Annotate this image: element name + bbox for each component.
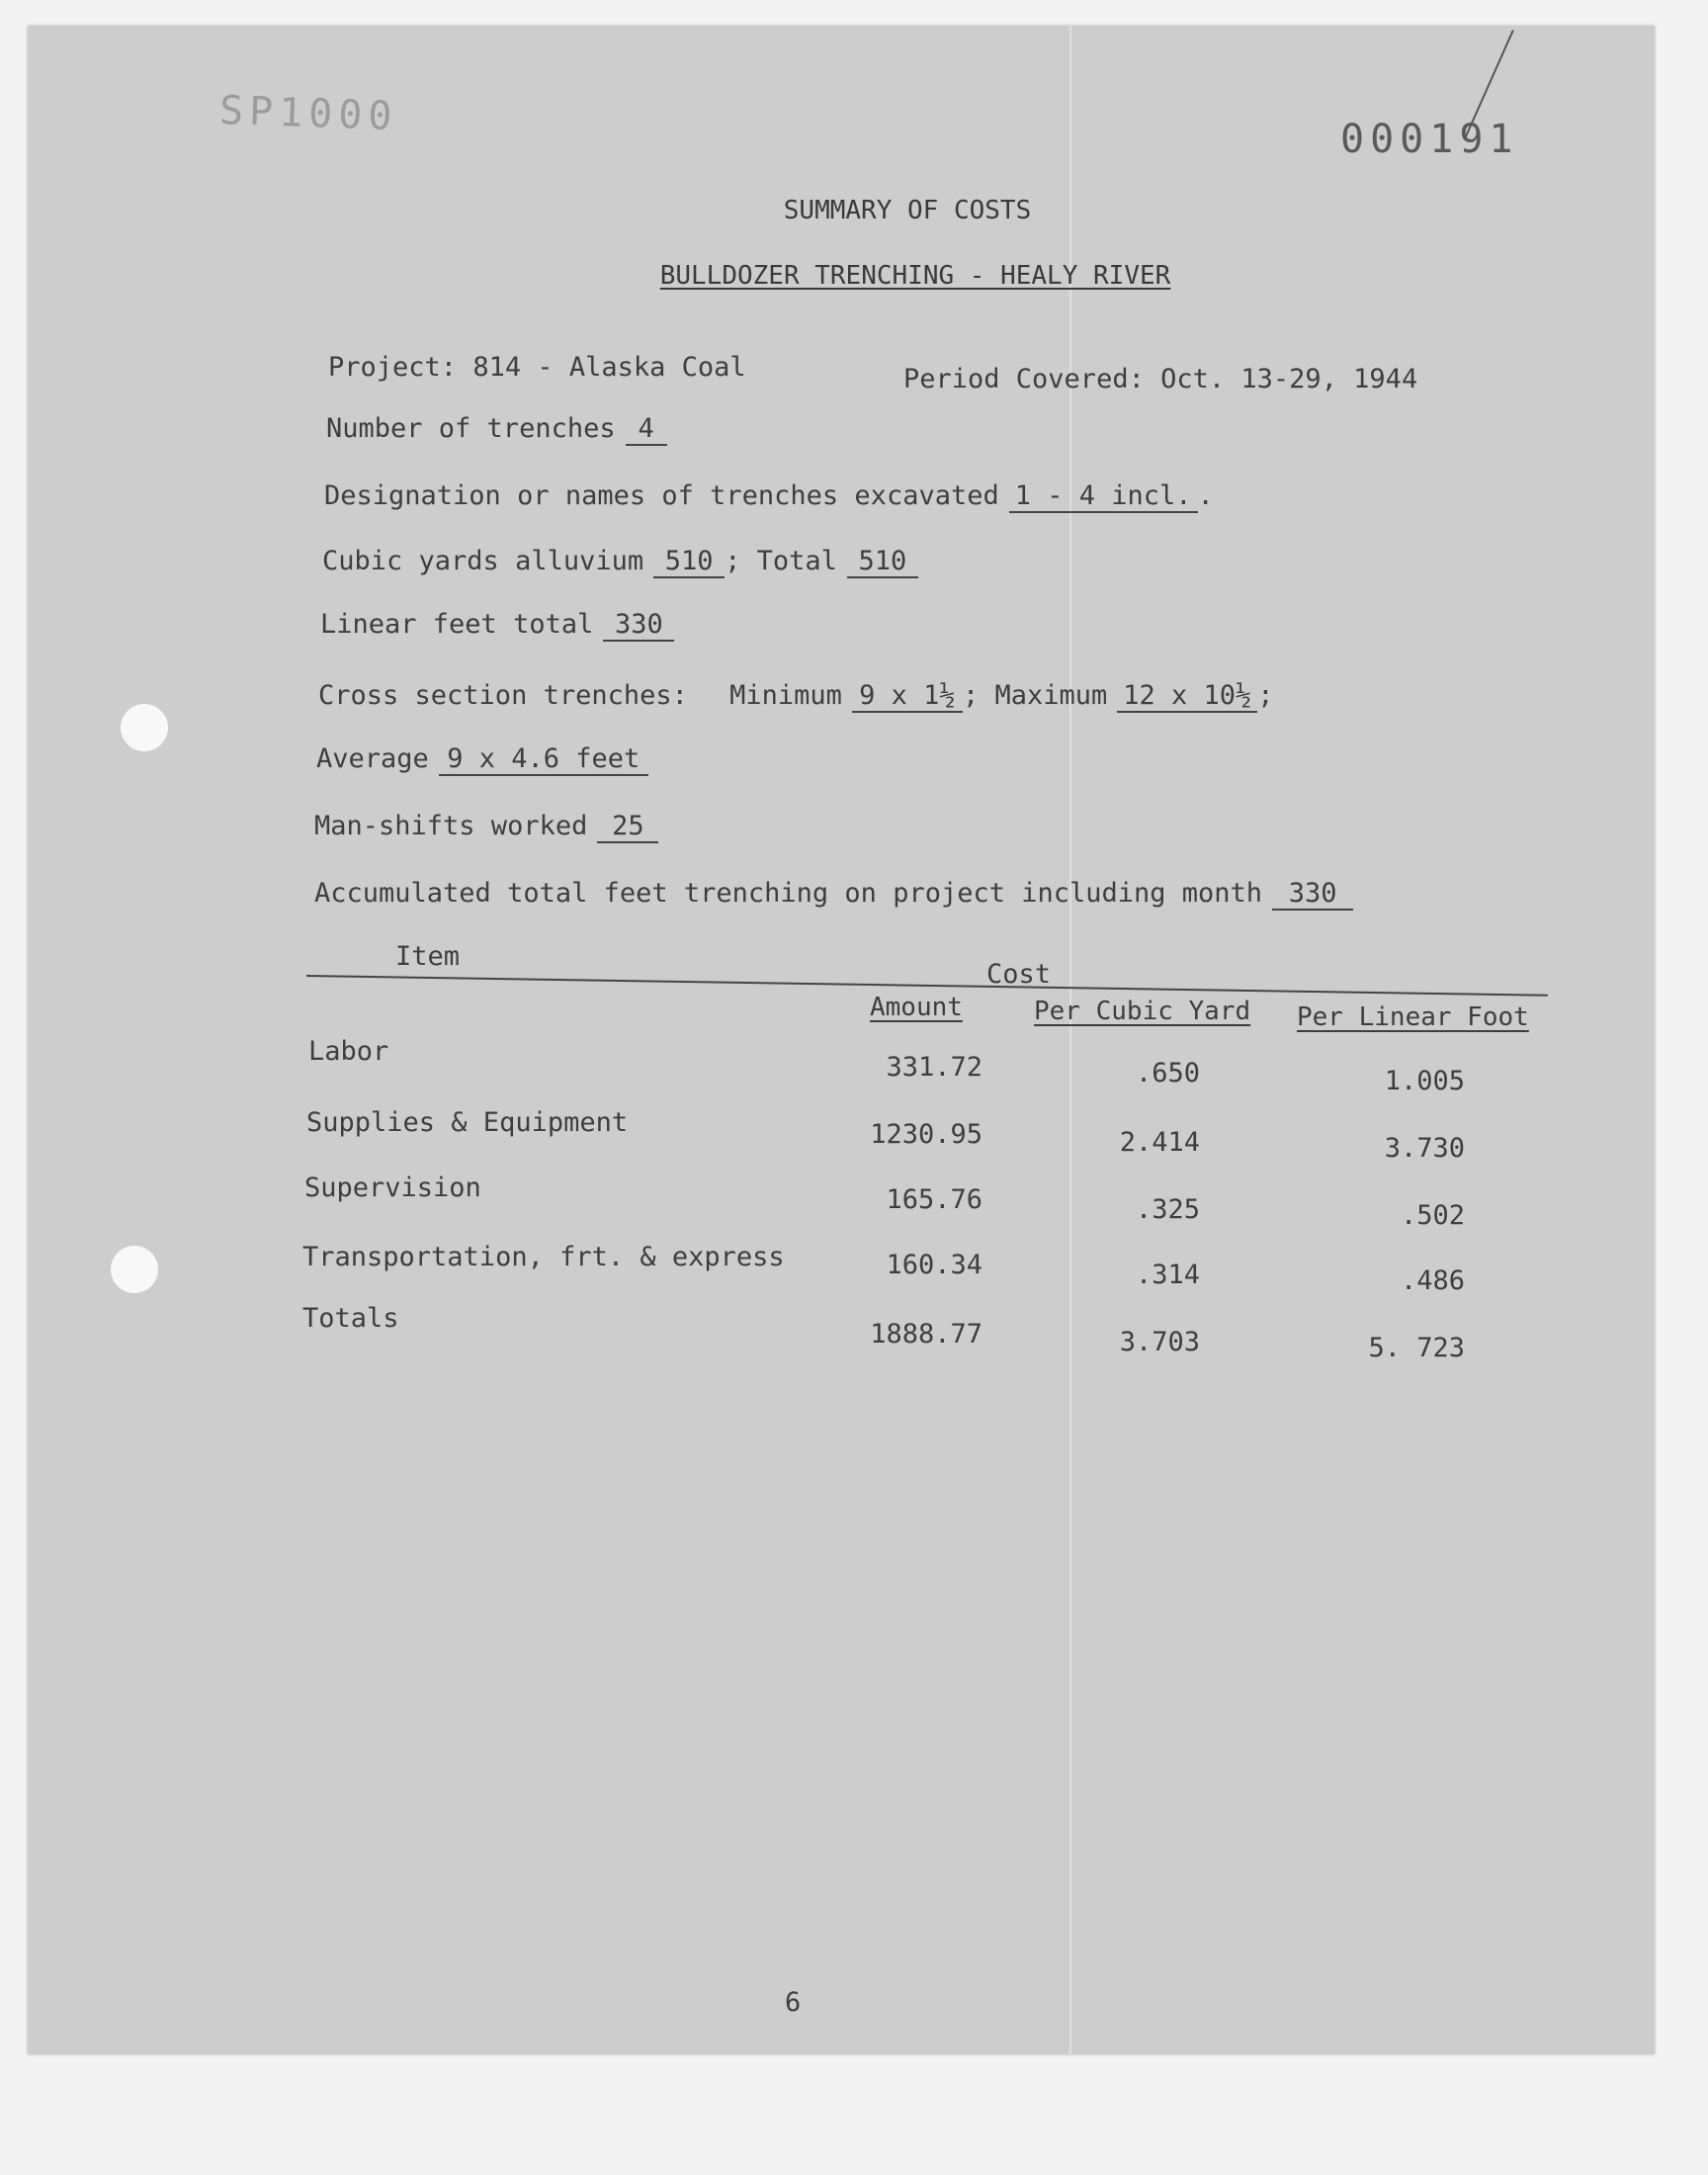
row-item: Supplies & Equipment <box>306 1107 629 1138</box>
row-item: Labor <box>308 1036 389 1067</box>
trenches-label: Number of trenches <box>326 413 616 444</box>
row-amount: 1230.95 <box>870 1119 982 1150</box>
designation-value: 1 - 4 incl. <box>1009 480 1198 513</box>
average-label: Average <box>316 743 429 774</box>
trenches-line <box>326 413 667 446</box>
cross-section-line: Cross section trenches: Minimum 9 x 1½ ; Maximum 12 x 10½ ; <box>318 680 1274 711</box>
linear-feet-line <box>320 609 674 642</box>
document-subtitle: BULLDOZER TRENCHING - HEALY RIVER <box>659 261 1171 291</box>
average-line <box>316 743 648 776</box>
manshifts-line <box>314 811 658 843</box>
accumulated-value: 330 <box>1272 878 1353 911</box>
linear-value: 330 <box>603 609 674 642</box>
row-per-cubic-yard: 2.414 <box>1119 1127 1200 1158</box>
average-value: 9 x 4.6 feet <box>439 743 648 776</box>
row-per-linear-foot: .502 <box>1400 1200 1465 1231</box>
cubic-total-label: ; Total <box>725 546 837 576</box>
punch-hole-top <box>121 704 168 751</box>
row-per-linear-foot: 5. 723 <box>1368 1333 1465 1363</box>
cubic-total-value: 510 <box>847 546 918 578</box>
row-per-linear-foot: 3.730 <box>1384 1133 1465 1164</box>
row-amount: 1888.77 <box>870 1319 982 1349</box>
min-label: Minimum <box>729 680 842 711</box>
row-per-cubic-yard: .325 <box>1135 1194 1200 1225</box>
page-number: 6 <box>785 1987 802 2018</box>
item-header: Item <box>395 941 461 972</box>
period-value: Oct. 13-29, 1944 <box>1160 364 1418 394</box>
cubic-value: 510 <box>653 546 725 578</box>
page-fold-line <box>1069 26 1071 2054</box>
document-page <box>28 26 1655 2054</box>
row-item: Transportation, frt. & express <box>302 1242 785 1272</box>
faint-stamp-number: SP1000 <box>218 87 399 140</box>
row-amount: 165.76 <box>886 1184 982 1215</box>
column-header-amount: Amount <box>870 993 963 1022</box>
row-item: Totals <box>302 1303 399 1334</box>
cost-header: Cost <box>986 959 1052 990</box>
trenches-value: 4 <box>626 413 667 446</box>
document-title: SUMMARY OF COSTS <box>783 196 1032 225</box>
designation-line: Designation or names of trenches excavated 1 - 4 incl. . <box>324 480 1214 511</box>
row-per-linear-foot: .486 <box>1400 1265 1465 1296</box>
row-per-cubic-yard: .650 <box>1135 1058 1200 1088</box>
row-amount: 160.34 <box>886 1250 982 1280</box>
project-value: 814 - Alaska Coal <box>472 352 746 383</box>
max-label: ; Maximum <box>962 680 1108 711</box>
column-header-per-linear-foot: Per Linear Foot <box>1297 1002 1529 1032</box>
column-header-per-cubic-yard: Per Cubic Yard <box>1034 997 1251 1026</box>
designation-label: Designation or names of trenches excavated <box>324 480 999 511</box>
row-per-cubic-yard: 3.703 <box>1119 1327 1200 1357</box>
period-line <box>903 364 1417 394</box>
manshifts-label: Man-shifts worked <box>314 811 588 841</box>
accumulated-label: Accumulated total feet trenching on project including month <box>314 878 1263 909</box>
project-label: Project: <box>328 352 458 383</box>
min-value: 9 x 1½ <box>852 680 963 713</box>
project-line <box>328 352 746 383</box>
period-label: Period Covered: <box>903 364 1145 394</box>
cubic-yards-line <box>322 546 918 578</box>
max-value: 12 x 10½ <box>1117 680 1257 713</box>
accumulated-line <box>314 878 1353 911</box>
punch-hole-bottom <box>111 1246 158 1293</box>
linear-label: Linear feet total <box>320 609 594 640</box>
row-per-cubic-yard: .314 <box>1135 1260 1200 1290</box>
row-per-linear-foot: 1.005 <box>1384 1066 1465 1096</box>
document-number-stamp: 000191 <box>1340 117 1519 162</box>
row-item: Supervision <box>304 1173 481 1203</box>
manshifts-value: 25 <box>597 811 658 843</box>
row-amount: 331.72 <box>886 1052 982 1083</box>
cross-label: Cross section trenches: <box>318 680 688 711</box>
cubic-label: Cubic yards alluvium <box>322 546 644 576</box>
